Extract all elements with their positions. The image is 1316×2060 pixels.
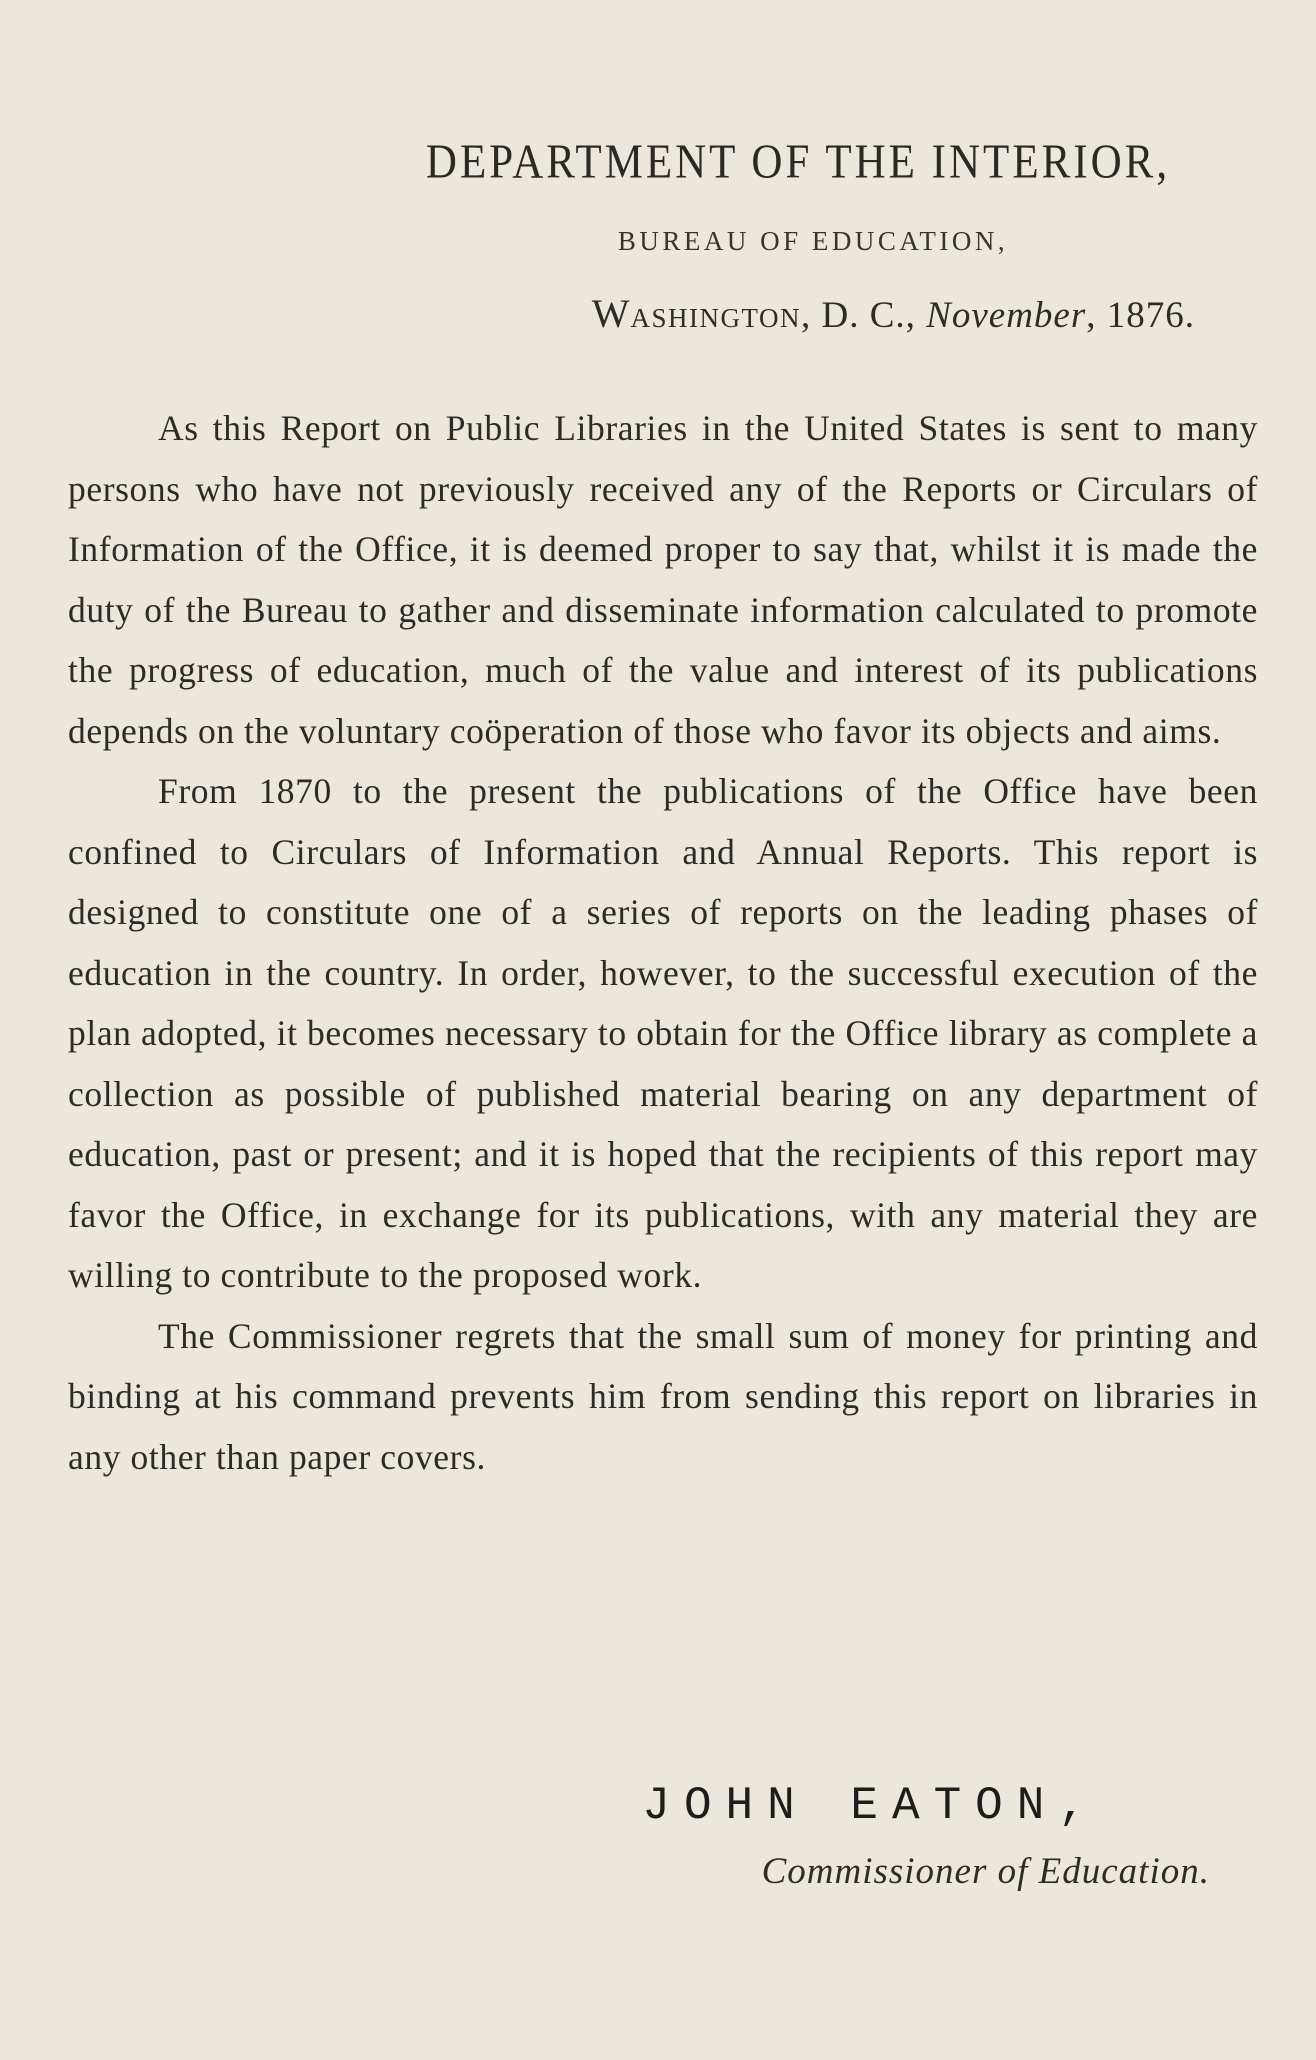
- bureau-heading: BUREAU OF EDUCATION,: [617, 226, 1009, 256]
- paragraph-3: The Commissioner regrets that the small sum of money for printing and binding at his command prevents him from sending this report on libraries in any other than paper covers.: [68, 1315, 1258, 1477]
- dateline-year: , 1876.: [1086, 295, 1195, 336]
- dateline: [0, 290, 1195, 337]
- letter-body: [68, 398, 1258, 1487]
- signature-title: Commissioner of Education.: [761, 1851, 1210, 1892]
- paragraph-1: As this Report on Public Libraries in the United States is sent to many persons who have not previously received any of the Reports or Circulars of Information of the Office, it is deemed proper to say that, whilst it is made the duty of the Bureau to gather and disseminate information calculated to promote the progress of education, much of the value and interest of its publications depends on the voluntary coöperation of those who favor its objects and aims.: [68, 408, 1258, 751]
- dateline-place-initial: W: [591, 291, 631, 336]
- signature-name: JOHN EATON,: [642, 1780, 1100, 1832]
- dateline-place-suffix: , D. C.,: [801, 295, 916, 336]
- dateline-place-rest: ASHINGTON: [630, 303, 802, 333]
- paragraph-2: From 1870 to the present the publications of the Office have been confined to Circulars of Information and Annual Reports. This report is designed to constitute one of a series of reports on the leading phases of education in the country. In order, however, to the successful execution of the plan adopted, it becomes necessary to obtain for the Office library as complete a collection as possible of published material bearing on any department of education, past or present; and it is hoped that the recipients of this report may favor the Office, in exchange for its publications, with any material they are willing to contribute to the proposed work.: [68, 771, 1258, 1295]
- department-heading: DEPARTMENT OF THE INTERIOR,: [425, 136, 1171, 189]
- dateline-month: November: [926, 295, 1087, 336]
